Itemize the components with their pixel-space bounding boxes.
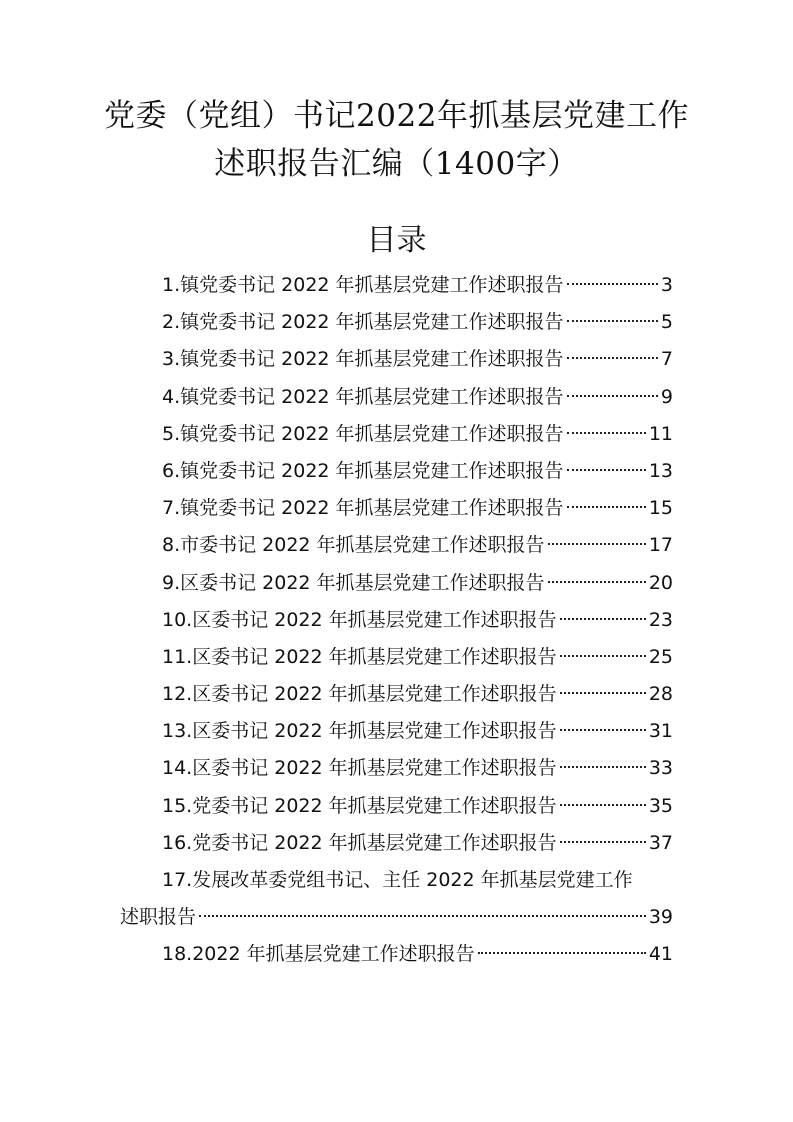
toc-dot-leader [199, 915, 646, 917]
document-title-line-1: 党委（党组）书记2022年抓基层党建工作 [104, 98, 689, 134]
toc-entry-4[interactable] [120, 379, 673, 416]
toc-heading: 目录 [366, 223, 427, 258]
toc-entry-6[interactable] [120, 453, 673, 490]
toc-entry-text: 2.镇党委书记 2022 年抓基层党建工作述职报告 [162, 311, 564, 334]
toc-entry-text: 5.镇党委书记 2022 年抓基层党建工作述职报告 [162, 422, 564, 445]
toc-entry-2[interactable] [120, 304, 673, 341]
toc-entry-5[interactable] [120, 416, 673, 453]
toc-page-number: 37 [648, 831, 673, 854]
document-title-line-2: 述职报告汇编（1400字） [214, 146, 579, 182]
toc-entry-8[interactable] [120, 527, 673, 564]
toc-dot-leader [567, 395, 658, 397]
toc-entry-text: 10.区委书记 2022 年抓基层党建工作述职报告 [162, 608, 557, 631]
toc-page-number: 28 [648, 683, 673, 706]
toc-entry-text: 12.区委书记 2022 年抓基层党建工作述职报告 [162, 683, 557, 706]
toc-page-number: 25 [648, 645, 673, 668]
toc-entry-text: 1.镇党委书记 2022 年抓基层党建工作述职报告 [162, 274, 564, 296]
toc-page-number: 9 [660, 385, 673, 408]
toc-dot-leader [567, 469, 646, 471]
toc-entry-7[interactable] [120, 490, 673, 527]
toc-entry-text-continued: 述职报告 [120, 906, 197, 929]
toc-page-number: 39 [648, 906, 673, 929]
toc-entry-text: 16.党委书记 2022 年抓基层党建工作述职报告 [162, 831, 557, 854]
toc-page-number: 41 [648, 943, 673, 966]
toc-entry-18[interactable] [120, 936, 673, 973]
toc-entry-3[interactable] [120, 341, 673, 378]
toc-dot-leader [560, 655, 646, 657]
toc-page-number: 23 [648, 608, 673, 631]
toc-entry-text: 18.2022 年抓基层党建工作述职报告 [162, 943, 475, 966]
toc-entry-16[interactable] [120, 825, 673, 862]
toc-dot-leader [567, 320, 658, 322]
toc-entry-15[interactable] [120, 788, 673, 825]
toc-page-number: 17 [648, 534, 673, 557]
toc-entry-14[interactable] [120, 750, 673, 787]
toc-entry-text: 3.镇党委书记 2022 年抓基层党建工作述职报告 [162, 348, 564, 371]
toc-entry-list [120, 267, 673, 862]
toc-dot-leader [560, 766, 646, 768]
toc-dot-leader [567, 357, 658, 359]
toc-page-number: 15 [648, 497, 673, 520]
toc-dot-leader [560, 692, 646, 694]
toc-entry-text: 9.区委书记 2022 年抓基层党建工作述职报告 [162, 571, 545, 594]
toc-dot-leader [478, 952, 646, 954]
toc-entry-text: 15.党委书记 2022 年抓基层党建工作述职报告 [162, 794, 557, 817]
toc-entry-1[interactable] [120, 267, 673, 304]
toc-entry-10[interactable] [120, 602, 673, 639]
toc-entry-text: 14.区委书记 2022 年抓基层党建工作述职报告 [162, 757, 557, 780]
toc-dot-leader [560, 804, 646, 806]
toc-dot-leader [567, 283, 658, 285]
toc-entry-13[interactable] [120, 713, 673, 750]
toc-page-number: 35 [648, 794, 673, 817]
toc-page-number: 5 [660, 311, 673, 334]
toc-entry-text: 17.发展改革委党组书记、主任 2022 年抓基层党建工作 [162, 869, 633, 891]
toc-dot-leader [567, 432, 646, 434]
toc-dot-leader [560, 841, 646, 843]
toc-entry-text: 13.区委书记 2022 年抓基层党建工作述职报告 [162, 720, 557, 743]
toc-dot-leader [548, 581, 646, 583]
toc-page-number: 11 [648, 422, 673, 445]
toc-entry-12[interactable] [120, 676, 673, 713]
toc-entry-text: 6.镇党委书记 2022 年抓基层党建工作述职报告 [162, 459, 564, 482]
toc-entry-9[interactable] [120, 565, 673, 602]
toc-dot-leader [567, 506, 646, 508]
toc-page-number: 3 [660, 274, 673, 296]
toc-page-number: 31 [648, 720, 673, 743]
toc-entry-text: 8.市委书记 2022 年抓基层党建工作述职报告 [162, 534, 545, 557]
toc-entry-17[interactable] [120, 862, 673, 936]
document-title [100, 92, 693, 188]
toc-page-number: 20 [648, 571, 673, 594]
toc-dot-leader [560, 618, 646, 620]
toc-entry-11[interactable] [120, 639, 673, 676]
toc-dot-leader [560, 729, 646, 731]
toc-dot-leader [548, 543, 646, 545]
toc-entry-continuation [120, 899, 673, 936]
toc-entry-text: 11.区委书记 2022 年抓基层党建工作述职报告 [162, 645, 557, 668]
toc-page-number: 33 [648, 757, 673, 780]
toc-page-number: 13 [648, 459, 673, 482]
toc-page-number: 7 [660, 348, 673, 371]
table-of-contents [120, 267, 673, 974]
toc-entry-text: 4.镇党委书记 2022 年抓基层党建工作述职报告 [162, 385, 564, 408]
toc-entry-text: 7.镇党委书记 2022 年抓基层党建工作述职报告 [162, 497, 564, 520]
